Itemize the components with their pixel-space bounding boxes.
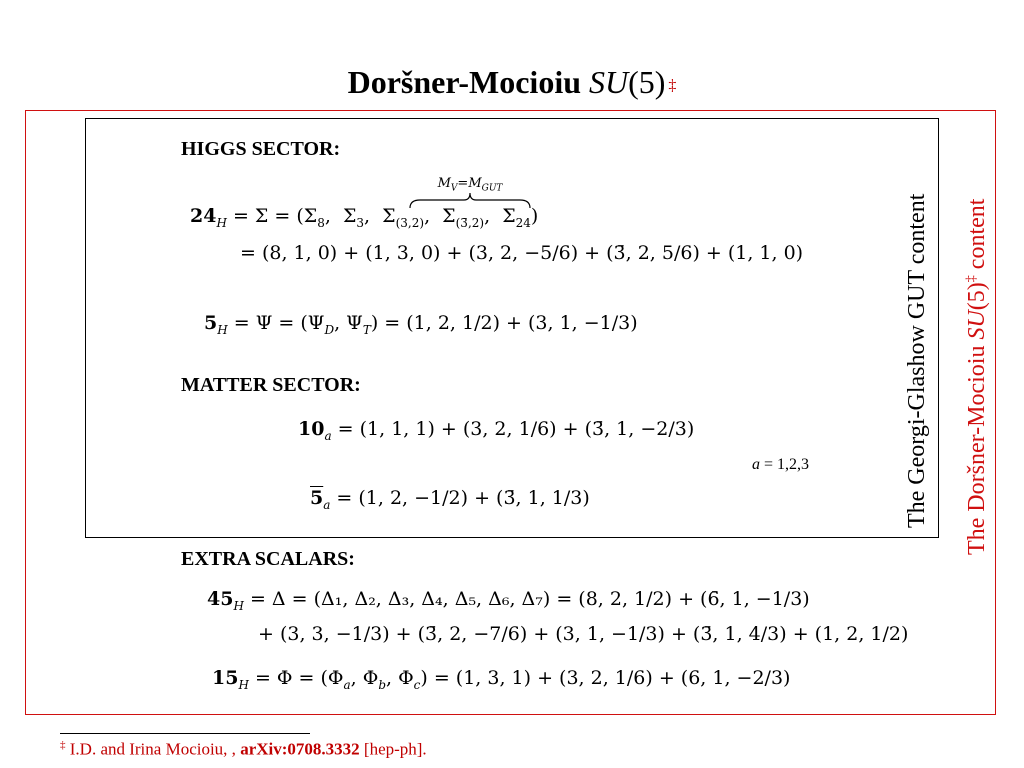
extra-scalars-heading: EXTRA SCALARS: xyxy=(181,548,355,570)
title-footnote-mark: ‡ xyxy=(668,77,677,94)
title-arg: (5) xyxy=(628,64,666,100)
eq-24h-line2: = (8, 1, 0) + (1, 3, 0) + (3, 2, −5/6) + (3̄, 2, 5/6) + (1, 1, 0) xyxy=(240,242,804,264)
eq-5h: $5_H = \Psi = (\Psi_D$, $\Psi_T) = (1$, 2, 1/2) + (3, 1, −1/3) xyxy=(204,312,638,337)
matter-sector-heading: MATTER SECTOR: xyxy=(181,374,361,396)
title-main: Doršner-Mocioiu xyxy=(347,64,589,100)
generation-index-note: a = 1,2,3 xyxy=(752,456,810,473)
georgi-glashow-content-label: The Georgi-Glashow GUT content xyxy=(904,193,930,528)
footnote-divider xyxy=(60,733,310,734)
footnote: ‡ I.D. and Irina Mocioiu, , arXiv:0708.3332 [hep-ph]. xyxy=(60,739,427,759)
eq-24h-line1: $24_H = \Sigma = (\Sigma_8$, $\Sigma_3$, $\Sigma_{(3,2)}$, $\Sigma_{(3̄,2)}$, $\Sigma_{24}$) xyxy=(190,205,539,230)
eq-15h: $15_H = \Phi = (\Phi_a$, $\Phi_b$, $\Phi_c) = (1$, 3, 1) + (3, 2, 1/6) + (6, 1, −2/3) xyxy=(212,667,791,692)
eq-45h-line1: $45_H = \Delta = (\Delta_1$, Δ₂, Δ₃, Δ₄, Δ₅, Δ₆, Δ₇) = (8, 2, 1/2) + (6̄, 1, −1/3) xyxy=(207,588,810,613)
dorsner-mocioiu-content-label: The Doršner-Mocioiu SU(5)‡ content xyxy=(964,198,990,555)
page-title xyxy=(0,62,1024,102)
arxiv-link[interactable]: arXiv:0708.3332 xyxy=(240,739,360,759)
title-su: SU xyxy=(589,64,629,100)
eq-10a: $10_a = (1$, 1, 1) + (3, 2, 1/6) + (3̄, 1, −2/3) xyxy=(298,418,695,443)
higgs-sector-heading: HIGGS SECTOR: xyxy=(181,138,341,160)
eq-45h-line2: + (3, 3, −1/3) + (3̄, 2, −7/6) + (3, 1, −1/3) + (3̄, 1, 4/3) + (1, 2, 1/2) xyxy=(258,623,909,645)
eq-5bar-a: $5_a = (1$, 2, −1/2) + (3̄, 1, 1/3) xyxy=(310,487,590,512)
brace-label: $M_V=M_{GUT}$ xyxy=(437,176,503,194)
